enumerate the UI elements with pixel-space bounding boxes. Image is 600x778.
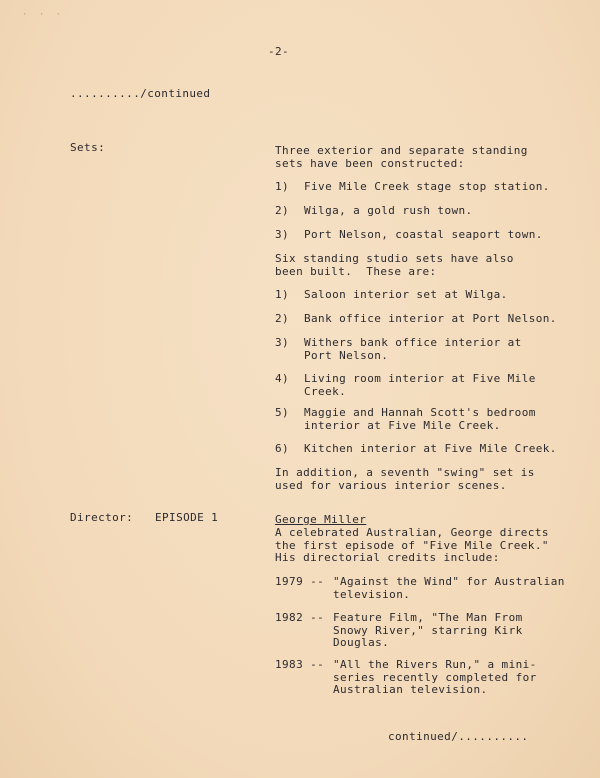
swing-set-note: In addition, a seventh "swing" set is used for various interior scenes. (275, 466, 535, 492)
credit-year: 1982 -- (275, 611, 325, 624)
exterior-set-number: 3) (275, 228, 290, 241)
studio-set-number: 3) (275, 336, 290, 349)
studio-set-number: 4) (275, 372, 290, 385)
studio-set-text: Living room interior at Five Mile Creek. (304, 372, 536, 398)
sets-intro: Three exterior and separate standing sets have been constructed: (275, 144, 528, 170)
credit-text: Feature Film, "The Man From Snowy River," starring Kirk Douglas. (333, 611, 523, 649)
episode-label: EPISODE 1 (155, 511, 219, 524)
studio-set-text: Maggie and Hannah Scott's bedroom interior at Five Mile Creek. (304, 406, 536, 432)
director-name: George Miller (275, 513, 367, 526)
credit-text: "All the Rivers Run," a mini- series recently completed for Australian television. (333, 658, 537, 696)
studio-set-text: Saloon interior set at Wilga. (304, 288, 508, 301)
exterior-set-text: Five Mile Creek stage stop station. (304, 180, 550, 193)
exterior-set-text: Port Nelson, coastal seaport town. (304, 228, 543, 241)
sets-label: Sets: (70, 141, 106, 154)
exterior-set-number: 2) (275, 204, 290, 217)
exterior-set-text: Wilga, a gold rush town. (304, 204, 473, 217)
credit-year: 1983 -- (275, 658, 325, 671)
credit-year: 1979 -- (275, 575, 325, 588)
page-number: -2- (268, 45, 290, 58)
exterior-set-number: 1) (275, 180, 290, 193)
director-bio: A celebrated Australian, George directs the first episode of "Five Mile Creek." His directorial credits include: (275, 526, 549, 564)
studio-set-number: 1) (275, 288, 290, 301)
studio-intro: Six standing studio sets have also been built. These are: (275, 252, 514, 278)
credit-text: "Against the Wind" for Australian television. (333, 575, 565, 601)
paper-specks: · · · (22, 10, 65, 20)
studio-set-text: Kitchen interior at Five Mile Creek. (304, 442, 557, 455)
director-label: Director: (70, 511, 134, 524)
studio-set-number: 6) (275, 442, 290, 455)
studio-set-number: 2) (275, 312, 290, 325)
studio-set-text: Withers bank office interior at Port Nelson. (304, 336, 522, 362)
continued-top: ........../continued (70, 87, 211, 100)
studio-set-number: 5) (275, 406, 290, 419)
continued-bottom: continued/.......... (388, 730, 529, 743)
studio-set-text: Bank office interior at Port Nelson. (304, 312, 557, 325)
